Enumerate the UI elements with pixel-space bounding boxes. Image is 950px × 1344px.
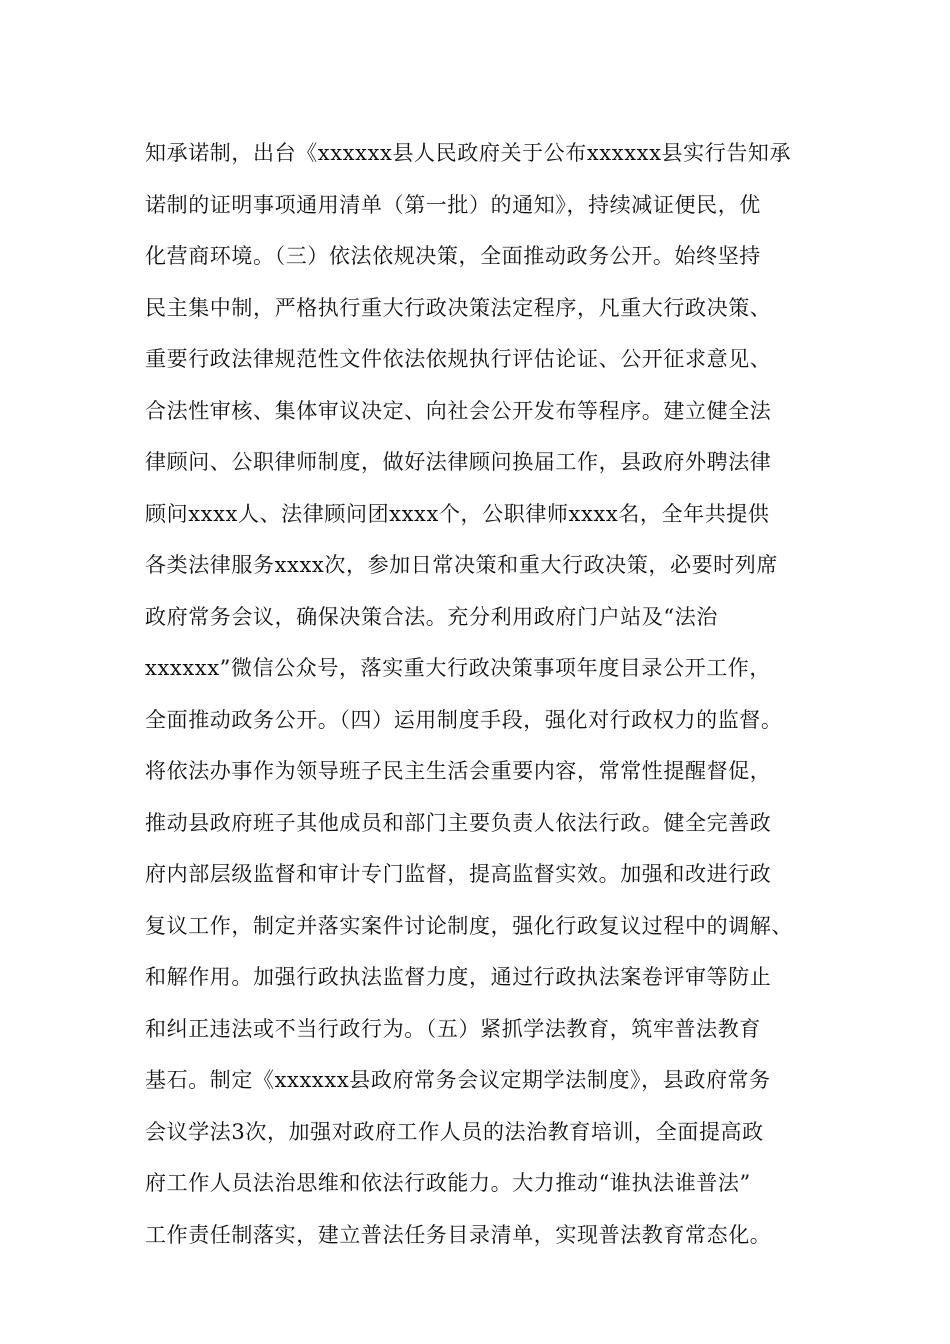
text-line: 各类法律服务xxxx次，参加日常决策和重大行政决策，必要时列席 bbox=[145, 553, 778, 577]
text-line: 民主集中制，严格执行重大行政决策法定程序，凡重大行政决策、 bbox=[145, 295, 772, 320]
text-line: 知承诺制，出台《xxxxxx县人民政府关于公布xxxxxx县实行告知承 bbox=[145, 141, 792, 165]
text-line: 全面推动政务公开。（四）运用制度手段，强化对行政权力的监督。 bbox=[145, 707, 783, 732]
text-line: 重要行政法律规范性文件依法依规执行评估论证、公开征求意见、 bbox=[145, 347, 772, 371]
text-line: 府内部层级监督和审计专门监督，提高监督实效。加强和改进行政 bbox=[145, 862, 772, 886]
text-line: 合法性审核、集体审议决定、向社会公开发布等程序。建立健全法 bbox=[145, 398, 772, 423]
text-line: 会议学法3次，加强对政府工作人员的法治教育培训，全面提高政 bbox=[145, 1119, 764, 1144]
text-line: 律顾问、公职律师制度，做好法律顾问换届工作，县政府外聘法律 bbox=[145, 450, 772, 474]
text-line: 和解作用。加强行政执法监督力度，通过行政执法案卷评审等防止 bbox=[145, 965, 772, 989]
text-line: 顾问xxxx人、法律顾问团xxxx个，公职律师xxxx名，全年共提供 bbox=[145, 501, 770, 526]
text-line: 推动县政府班子其他成员和部门主要负责人依法行政。健全完善政 bbox=[145, 810, 772, 835]
text-line: 府工作人员法治思维和依法行政能力。大力推动“谁执法谁普法” bbox=[145, 1171, 751, 1195]
text-line: 基石。制定《xxxxxx县政府常务会议定期学法制度》，县政府常务 bbox=[145, 1068, 771, 1092]
text-line: 将依法办事作为领导班子民主生活会重要内容，常常性提醒督促， bbox=[145, 759, 772, 783]
body-text bbox=[145, 128, 835, 1261]
text-line: 政府常务会议，确保决策合法。充分利用政府门户站及“法治 bbox=[145, 604, 718, 629]
text-line: 和纠正违法或不当行政行为。（五）紧抓学法教育，筑牢普法教育 bbox=[145, 1016, 761, 1041]
text-line: 诺制的证明事项通用清单（第一批）的通知》，持续减证便民，优 bbox=[145, 192, 761, 217]
text-line: 化营商环境。（三）依法依规决策，全面推动政务公开。始终坚持 bbox=[145, 244, 761, 268]
text-line: xxxxxx”微信公众号，落实重大行政决策事项年度目录公开工作， bbox=[145, 656, 771, 680]
text-line: 工作责任制落实，建立普法任务目录清单，实现普法教育常态化。 bbox=[145, 1222, 772, 1247]
text-line: 复议工作，制定并落实案件讨论制度，强化行政复议过程中的调解、 bbox=[145, 913, 793, 938]
